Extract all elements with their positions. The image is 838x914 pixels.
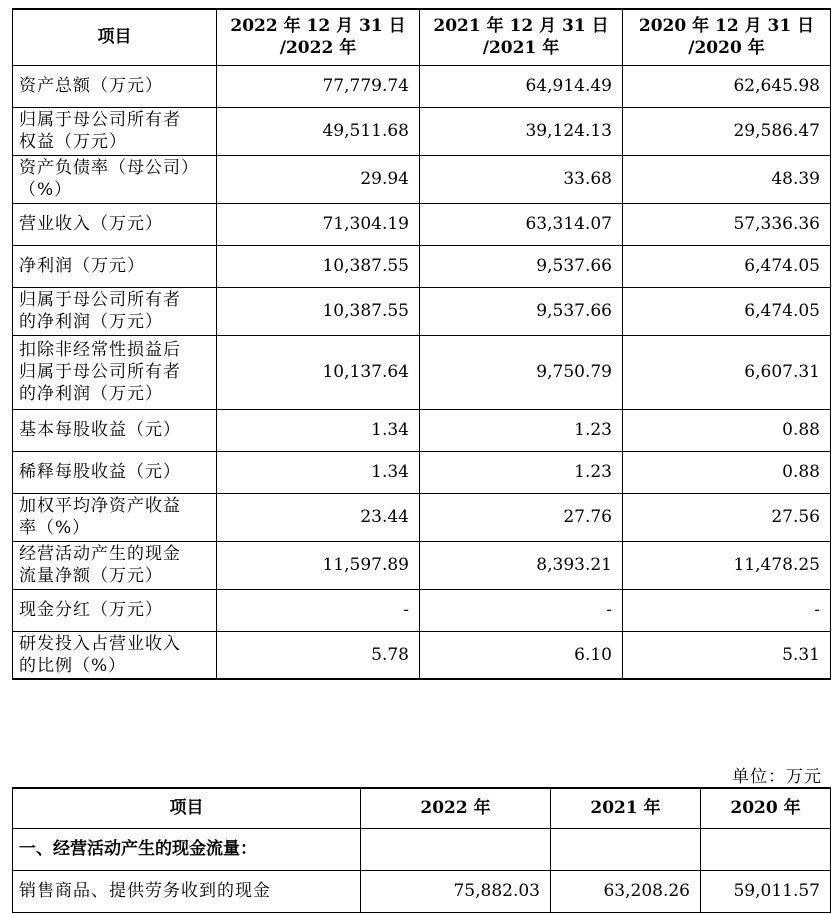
row-label: 经营活动产生的现金 流量净额（万元） (13, 541, 217, 589)
table-row (13, 451, 831, 493)
table-row (13, 493, 831, 541)
value-2020: 5.31 (623, 631, 831, 679)
header-2021: 2021 年 (551, 788, 701, 828)
table-header-row (13, 788, 831, 828)
value-2020: 6,607.31 (623, 335, 831, 409)
row-label: 现金分红（万元） (13, 589, 217, 631)
value-2021: 1.23 (420, 451, 623, 493)
row-label: 归属于母公司所有者 的净利润（万元） (13, 287, 217, 335)
table-cell (361, 828, 551, 870)
header-2020: 2020 年 (701, 788, 831, 828)
financial-summary-table (12, 8, 831, 680)
section-row (13, 828, 831, 870)
table-header-row (13, 9, 831, 65)
value-2021: 8,393.21 (420, 541, 623, 589)
value-2020: - (623, 589, 831, 631)
value-2020: 0.88 (623, 409, 831, 451)
table-row (13, 541, 831, 589)
value-2020: 48.39 (623, 155, 831, 203)
value-2022: 11,597.89 (217, 541, 420, 589)
value-2020: 11,478.25 (623, 541, 831, 589)
value-2021: 33.68 (420, 155, 623, 203)
value-2022: 75,882.03 (361, 870, 551, 912)
table-row (13, 287, 831, 335)
row-label: 净利润（万元） (13, 245, 217, 287)
value-2020: 57,336.36 (623, 203, 831, 245)
header-2022: 2022 年 (361, 788, 551, 828)
row-label: 加权平均净资产收益 率（%） (13, 493, 217, 541)
header-2021: 2021 年 12 月 31 日 /2021 年 (420, 9, 623, 65)
row-label: 稀释每股收益（元） (13, 451, 217, 493)
row-label: 资产总额（万元） (13, 65, 217, 107)
value-2020: 0.88 (623, 451, 831, 493)
value-2022: 10,137.64 (217, 335, 420, 409)
value-2020: 6,474.05 (623, 245, 831, 287)
header-item: 项目 (13, 788, 361, 828)
value-2022: 49,511.68 (217, 107, 420, 155)
value-2022: - (217, 589, 420, 631)
value-2021: 9,537.66 (420, 287, 623, 335)
row-label: 归属于母公司所有者 权益（万元） (13, 107, 217, 155)
row-label: 扣除非经常性损益后 归属于母公司所有者 的净利润（万元） (13, 335, 217, 409)
value-2022: 1.34 (217, 409, 420, 451)
row-label: 研发投入占营业收入 的比例（%） (13, 631, 217, 679)
row-label: 销售商品、提供劳务收到的现金 (13, 870, 361, 912)
table-row (13, 245, 831, 287)
value-2022: 29.94 (217, 155, 420, 203)
value-2021: 9,537.66 (420, 245, 623, 287)
unit-note: 单位：万元 (732, 767, 822, 787)
table-row (13, 870, 831, 912)
value-2022: 1.34 (217, 451, 420, 493)
section-title: 一、经营活动产生的现金流量： (13, 828, 361, 870)
header-item: 项目 (13, 9, 217, 65)
table-row (13, 589, 831, 631)
table-row (13, 203, 831, 245)
value-2021: 63,314.07 (420, 203, 623, 245)
header-2020: 2020 年 12 月 31 日 /2020 年 (623, 9, 831, 65)
value-2021: 63,208.26 (551, 870, 701, 912)
table-row (13, 409, 831, 451)
value-2021: 64,914.49 (420, 65, 623, 107)
value-2022: 77,779.74 (217, 65, 420, 107)
value-2021: - (420, 589, 623, 631)
value-2020: 59,011.57 (701, 870, 831, 912)
header-2022: 2022 年 12 月 31 日 /2022 年 (217, 9, 420, 65)
value-2022: 71,304.19 (217, 203, 420, 245)
table-cell (551, 828, 701, 870)
value-2021: 9,750.79 (420, 335, 623, 409)
table-row (13, 107, 831, 155)
table-row (13, 65, 831, 107)
value-2022: 10,387.55 (217, 287, 420, 335)
value-2021: 27.76 (420, 493, 623, 541)
value-2020: 29,586.47 (623, 107, 831, 155)
value-2022: 10,387.55 (217, 245, 420, 287)
table-cell (701, 828, 831, 870)
row-label: 基本每股收益（元） (13, 409, 217, 451)
table-row (13, 335, 831, 409)
row-label: 营业收入（万元） (13, 203, 217, 245)
value-2021: 1.23 (420, 409, 623, 451)
value-2020: 6,474.05 (623, 287, 831, 335)
value-2020: 27.56 (623, 493, 831, 541)
value-2021: 39,124.13 (420, 107, 623, 155)
value-2021: 6.10 (420, 631, 623, 679)
value-2022: 23.44 (217, 493, 420, 541)
value-2020: 62,645.98 (623, 65, 831, 107)
row-label: 资产负债率（母公司） （%） (13, 155, 217, 203)
cash-flow-table (12, 787, 831, 913)
value-2022: 5.78 (217, 631, 420, 679)
table-row (13, 631, 831, 679)
table-row (13, 155, 831, 203)
